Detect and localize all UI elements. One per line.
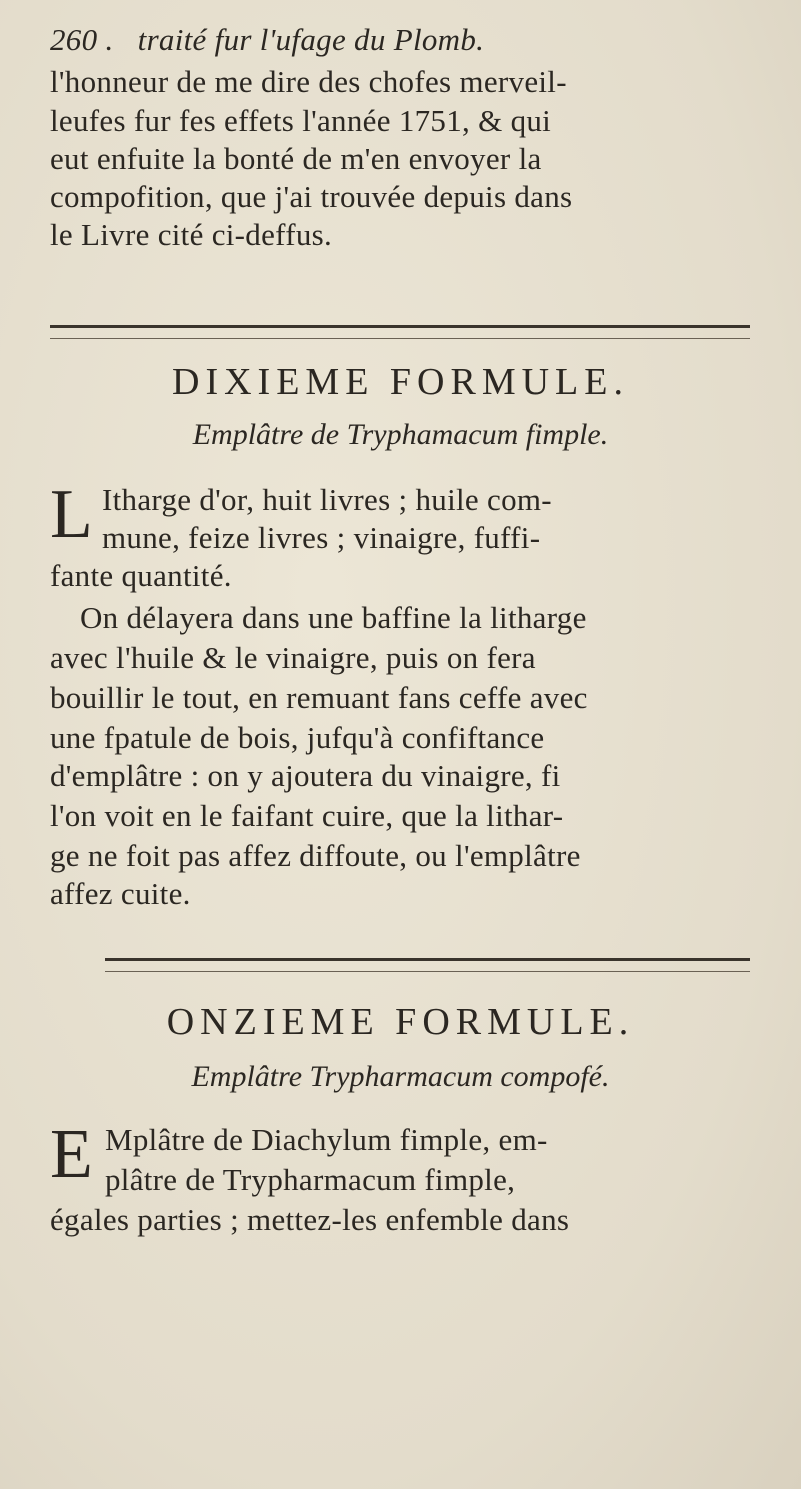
section-subtitle: Emplâtre de Tryphamacum fimple.	[192, 418, 609, 451]
section-title: DIXIEME FORMULE.	[172, 361, 629, 403]
text-line: On délayera dans une baffine la litharge	[80, 600, 587, 635]
divider-rule	[50, 325, 750, 339]
section-subtitle: Emplâtre Trypharmacum compofé.	[191, 1060, 610, 1093]
text-line: fante quantité.	[50, 558, 232, 593]
page-number: 260	[50, 22, 98, 57]
text-line: compofition, que j'ai trouvée depuis dans	[50, 179, 573, 214]
text-line: l'on voit en le faifant cuire, que la lithar-	[50, 798, 564, 833]
running-title: traité fur l'ufage du Plomb.	[137, 22, 485, 57]
text-line: plâtre de Trypharmacum fimple,	[105, 1162, 516, 1197]
text-line: mune, feize livres ; vinaigre, fuffi-	[102, 520, 541, 555]
text-line: une fpatule de bois, jufqu'à confiftance	[50, 720, 545, 755]
text-line: avec l'huile & le vinaigre, puis on fera	[50, 640, 536, 675]
running-header: 260 . traité fur l'ufage du Plomb.	[50, 22, 485, 57]
divider-rule	[105, 958, 750, 972]
text-line: d'emplâtre : on y ajoutera du vinaigre, fi	[50, 758, 561, 793]
text-line: leufes fur fes effets l'année 1751, & qui	[50, 103, 552, 138]
drop-cap: E	[50, 1116, 93, 1193]
text-line: ge ne foit pas affez diffoute, ou l'emplâtre	[50, 838, 581, 873]
text-line: eut enfuite la bonté de m'en envoyer la	[50, 141, 542, 176]
text-line: égales parties ; mettez-les enfemble dans	[50, 1202, 570, 1237]
text-line: le Livre cité ci-deffus.	[50, 217, 333, 252]
text-line: l'honneur de me dire des chofes merveil-	[50, 64, 567, 99]
section-title: ONZIEME FORMULE.	[166, 1001, 635, 1043]
text-line: Mplâtre de Diachylum fimple, em-	[105, 1122, 548, 1157]
text-line: bouillir le tout, en remuant fans ceffe avec	[50, 680, 588, 715]
text-line: Itharge d'or, huit livres ; huile com-	[102, 482, 552, 517]
text-line: affez cuite.	[50, 876, 191, 911]
drop-cap: L	[50, 476, 93, 553]
